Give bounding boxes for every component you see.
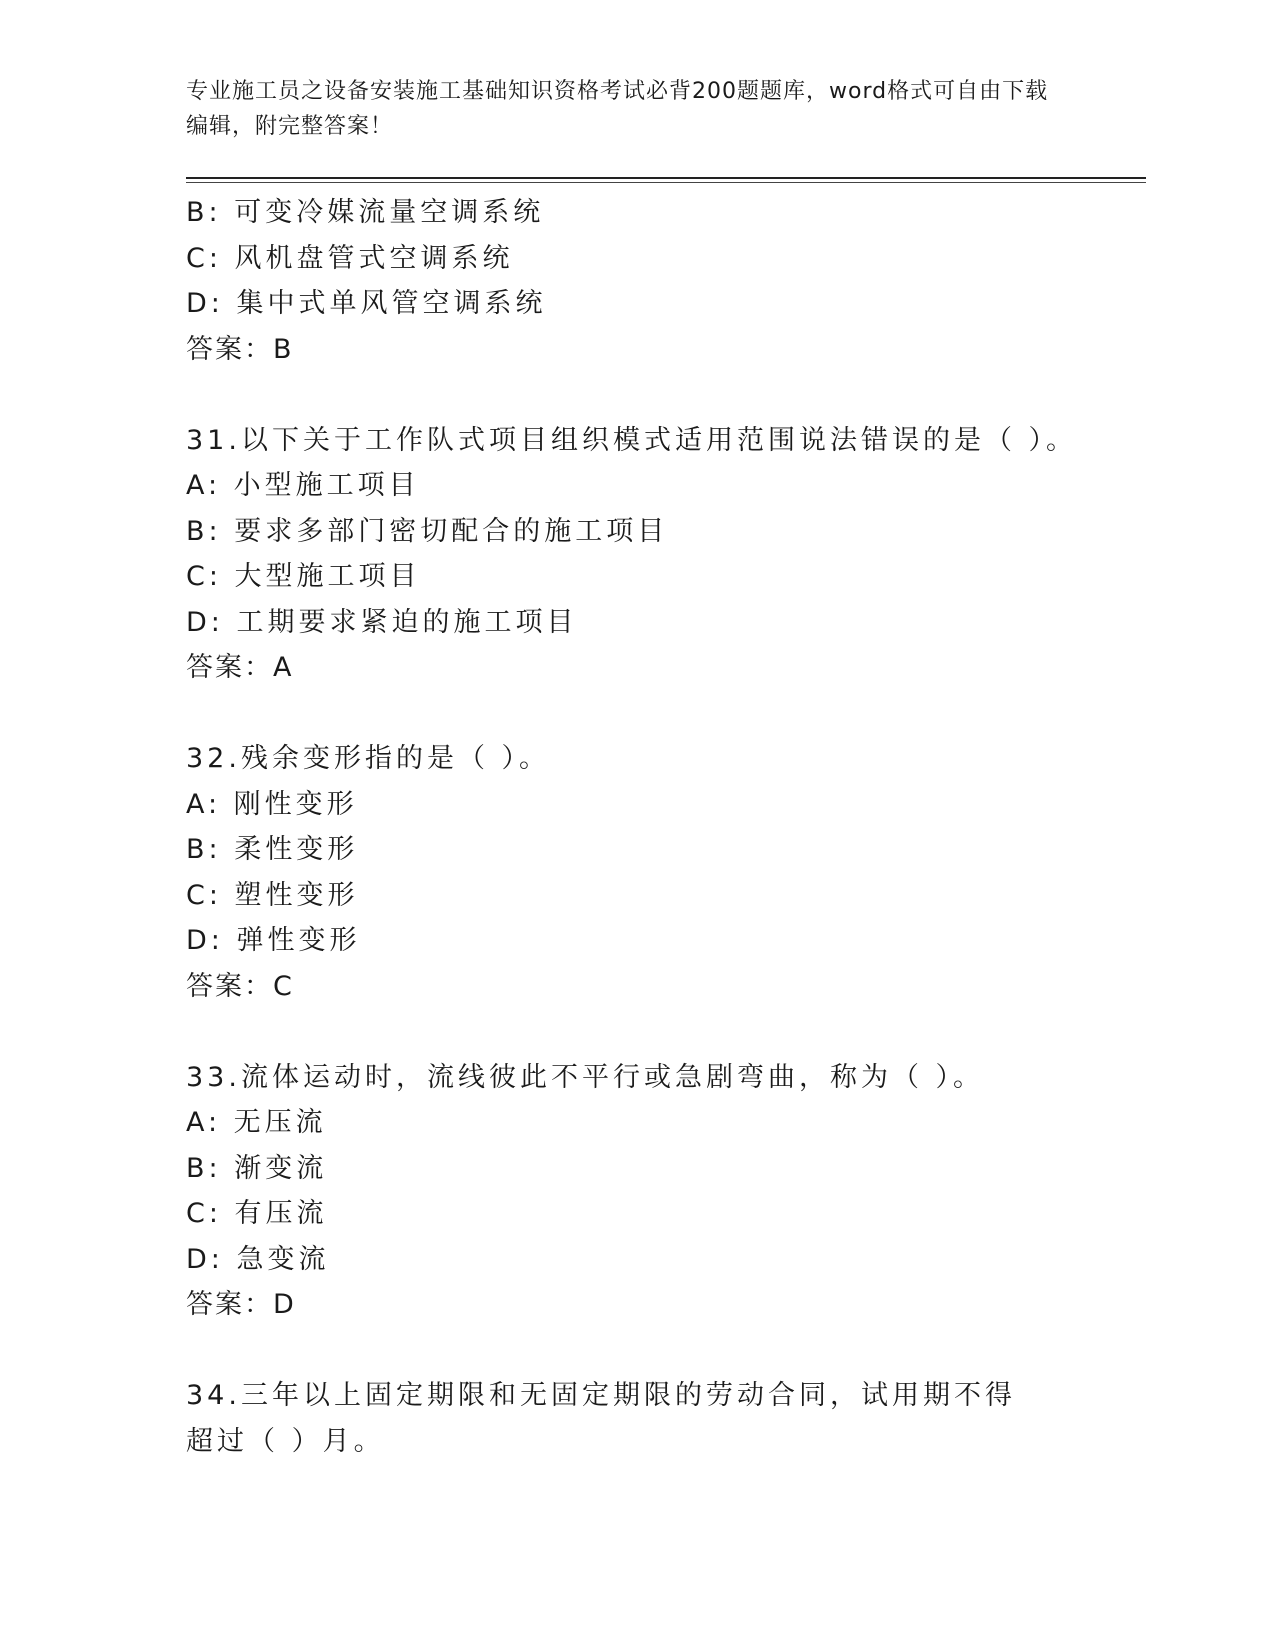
option-a: A: 无压流 — [186, 1107, 327, 1138]
header-divider-thin — [186, 182, 1146, 183]
spacer — [186, 1328, 1066, 1374]
option-d: D: 弹性变形 — [186, 925, 361, 956]
option-d: D: 集中式单风管空调系统 — [186, 288, 547, 319]
question-stem: 33.流体运动时，流线彼此不平行或急剧弯曲，称为（ ）。 — [186, 1061, 985, 1093]
option-c: C: 风机盘管式空调系统 — [186, 242, 514, 274]
question-stem: 34.三年以上固定期限和无固定期限的劳动合同，试用期不得超过（ ）月。 — [186, 1380, 1016, 1457]
question-30-continuation — [186, 190, 1066, 372]
question-list — [186, 190, 1078, 1464]
option-a: A: 小型施工项目 — [186, 470, 420, 501]
option-c: C: 塑性变形 — [186, 879, 359, 911]
header-text: 专业施工员之设备安装施工基础知识资格考试必背200题题库，word格式可自由下载编辑，附完整答案！ — [186, 79, 1049, 139]
option-b: B: 柔性变形 — [186, 834, 359, 865]
option-c: C: 有压流 — [186, 1198, 328, 1229]
option-d: D: 急变流 — [186, 1243, 330, 1275]
question-31 — [186, 418, 1078, 691]
option-c: C: 大型施工项目 — [186, 561, 421, 592]
answer: 答案：C — [186, 970, 294, 1002]
option-b: B: 要求多部门密切配合的施工项目 — [186, 515, 669, 547]
question-34 — [186, 1373, 1066, 1464]
question-32 — [186, 736, 1066, 1009]
spacer — [186, 1009, 1066, 1055]
spacer — [186, 372, 1066, 418]
question-stem: 32.残余变形指的是（ ）。 — [186, 743, 551, 774]
answer: 答案：D — [186, 1289, 296, 1320]
question-stem: 31.以下关于工作队式项目组织模式适用范围说法错误的是（ ）。 — [186, 424, 1078, 456]
option-a: A: 刚性变形 — [186, 788, 358, 820]
answer: 答案：B — [186, 333, 294, 365]
answer: 答案：A — [186, 652, 294, 683]
option-d: D: 工期要求紧迫的施工项目 — [186, 606, 578, 638]
spacer — [186, 691, 1066, 737]
question-33 — [186, 1055, 1066, 1328]
document-header — [186, 74, 1066, 144]
option-b: B: 可变冷媒流量空调系统 — [186, 197, 545, 228]
header-divider-thick — [186, 177, 1146, 179]
option-b: B: 渐变流 — [186, 1152, 328, 1184]
